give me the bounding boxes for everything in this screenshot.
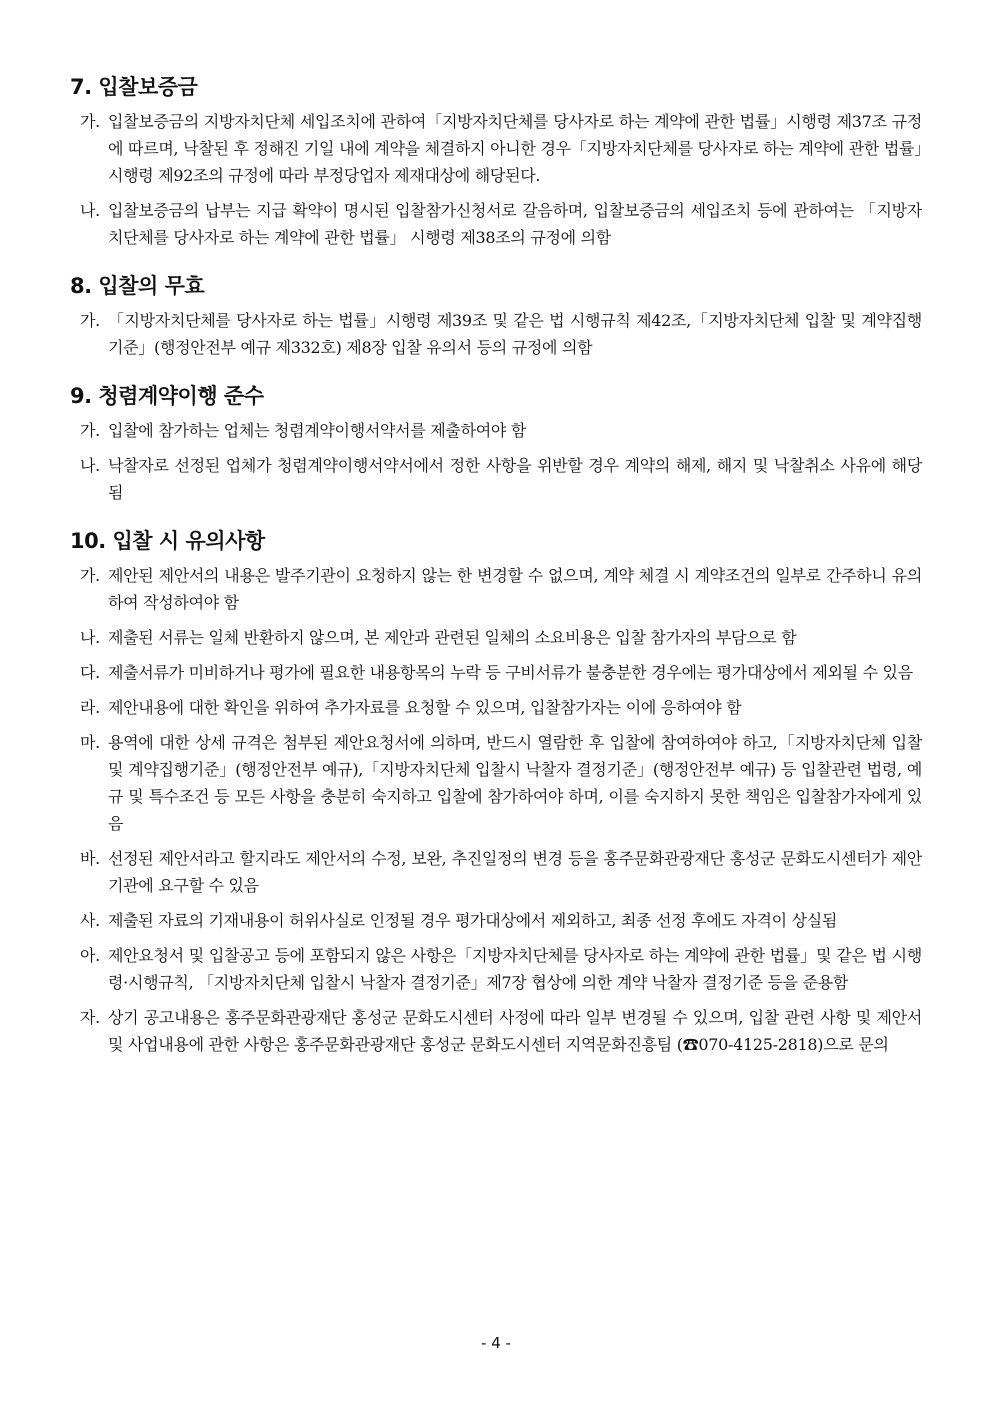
section-heading: 9. 청렴계약이행 준수 [70, 384, 264, 408]
list-item [70, 307, 922, 361]
section-heading: 10. 입찰 시 유의사항 [70, 529, 265, 553]
section [70, 271, 922, 361]
item-text: 선정된 제안서라고 할지라도 제안서의 수정, 보완, 추진일정의 변경 등을 홍주문화관광재단 홍성군 문화도시센터가 제안기관에 요구할 수 있음 [108, 849, 922, 895]
list-item [70, 1004, 922, 1058]
item-text: 입찰에 참가하는 업체는 청렴계약이행서약서를 제출하여야 함 [108, 421, 526, 440]
item-text: 제출된 서류는 일체 반환하지 않으며, 본 제안과 관련된 일체의 소요비용은 입찰 참가자의 부담으로 함 [108, 628, 797, 647]
item-text: 입찰보증금의 지방자치단체 세입조치에 관하여「지방자치단체를 당사자로 하는 계약에 관한 법률」시행령 제37조 규정에 따르며, 낙찰된 후 정해진 기일 내에 계약을 체결하지 아니한 경우「지방자치단체를 당사자로 하는 계약에 관한 법률」시행령 제92조의 규정에 따라 부정당업자 제재대상에 해당된다. [108, 112, 922, 185]
section-heading: 7. 입찰보증금 [70, 75, 198, 99]
list-item [70, 942, 922, 996]
list-item [70, 659, 922, 686]
item-marker: 자. [80, 1008, 100, 1027]
list-item [70, 907, 922, 934]
list-item [70, 108, 922, 189]
page-number: - 4 - [481, 1334, 511, 1352]
item-marker: 라. [80, 698, 100, 717]
item-marker: 나. [80, 628, 100, 647]
item-marker: 가. [80, 311, 100, 330]
item-marker: 다. [80, 663, 100, 682]
list-item [70, 562, 922, 616]
item-text: 제안요청서 및 입찰공고 등에 포함되지 않은 사항은「지방자치단체를 당사자로 하는 계약에 관한 법률」및 같은 법 시행령·시행규칙, 「지방자치단체 입찰시 낙찰자 결정기준」제7장 협상에 의한 계약 낙찰자 결정기준 등을 준용함 [108, 946, 922, 992]
item-text: 용역에 대한 상세 규격은 첨부된 제안요청서에 의하며, 반드시 열람한 후 입찰에 참여하여야 하고,「지방자치단체 입찰 및 계약집행기준」(행정안전부 예규),「지방자치단체 입찰시 낙찰자 결정기준」(행정안전부 예규) 등 입찰관련 법령, 예규 및 특수조건 등 모든 사항을 충분히 숙지하고 입찰에 참가하여야 하며, 이를 숙지하지 못한 책임은 입찰참가자에게 있음 [108, 733, 922, 833]
item-text: 상기 공고내용은 홍주문화관광재단 홍성군 문화도시센터 사정에 따라 일부 변경될 수 있으며, 입찰 관련 사항 및 제안서 및 사업내용에 관한 사항은 홍주문화관광재단 홍성군 문화도시센터 지역문화진흥팀 (☎070-4125-2818)으로 문의 [108, 1008, 922, 1054]
list-item [70, 845, 922, 899]
item-marker: 사. [80, 911, 100, 930]
item-text: 제안된 제안서의 내용은 발주기관이 요청하지 않는 한 변경할 수 없으며, 계약 체결 시 계약조건의 일부로 간주하니 유의하여 작성하여야 함 [108, 566, 922, 612]
item-text: 「지방자치단체를 당사자로 하는 법률」시행령 제39조 및 같은 법 시행규칙 제42조,「지방자치단체 입찰 및 계약집행기준」(행정안전부 예규 제332호) 제8장 입찰 유의서 등의 규정에 의함 [108, 311, 922, 357]
section [70, 72, 922, 251]
list-item [70, 624, 922, 651]
list-item [70, 452, 922, 506]
list-item [70, 694, 922, 721]
item-marker: 가. [80, 421, 100, 440]
item-text: 입찰보증금의 납부는 지급 확약이 명시된 입찰참가신청서로 갈음하며, 입찰보증금의 세입조치 등에 관하여는 「지방자치단체를 당사자로 하는 계약에 관한 법률」 시행령 제38조의 규정에 의함 [108, 201, 922, 247]
item-text: 제안내용에 대한 확인을 위하여 추가자료를 요청할 수 있으며, 입찰참가자는 이에 응하여야 함 [108, 698, 742, 717]
list-item [70, 417, 922, 444]
item-marker: 바. [80, 849, 100, 868]
item-marker: 나. [80, 456, 100, 475]
item-text: 제출된 자료의 기재내용이 허위사실로 인정될 경우 평가대상에서 제외하고, 최종 선정 후에도 자격이 상실됨 [108, 911, 838, 930]
item-marker: 가. [80, 566, 100, 585]
list-item [70, 729, 922, 837]
item-text: 제출서류가 미비하거나 평가에 필요한 내용항목의 누락 등 구비서류가 불충분한 경우에는 평가대상에서 제외될 수 있음 [108, 663, 913, 682]
list-item [70, 197, 922, 251]
item-marker: 아. [80, 946, 100, 965]
item-marker: 가. [80, 112, 100, 131]
item-marker: 나. [80, 201, 100, 220]
item-marker: 마. [80, 733, 100, 752]
section-heading: 8. 입찰의 무효 [70, 274, 205, 298]
section [70, 381, 922, 506]
section [70, 526, 922, 1058]
item-text: 낙찰자로 선정된 업체가 청렴계약이행서약서에서 정한 사항을 위반할 경우 계약의 해제, 해지 및 낙찰취소 사유에 해당됨 [108, 456, 922, 502]
document-body [70, 72, 922, 1078]
